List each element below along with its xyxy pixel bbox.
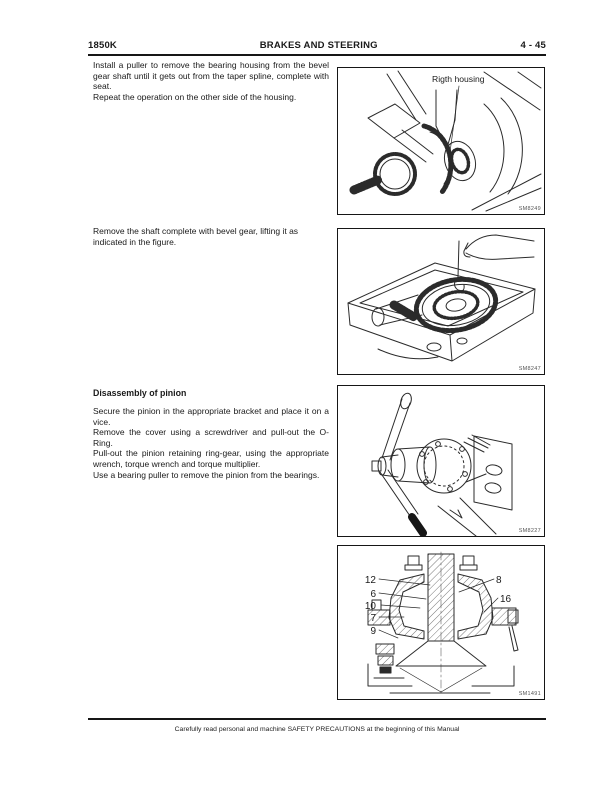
callout-number: 6 — [370, 589, 376, 600]
step-1-paragraph — [93, 60, 329, 102]
body-text: Remove the shaft complete with bevel gear, lifting it as indicated in the figure. — [93, 226, 299, 247]
body-text: Secure the pinion in the appropriate bracket and place it on a vice. — [93, 406, 329, 427]
figure-illustration — [338, 546, 544, 699]
figure-code: SM8249 — [518, 205, 541, 212]
callout-number: 8 — [496, 575, 502, 586]
figure-pinion-wrench — [337, 385, 545, 537]
figure-illustration — [338, 386, 544, 536]
body-text: Use a bearing puller to remove the pinion from the bearings. — [93, 469, 320, 480]
safety-notice: Carefully read personal and machine SAFETY PRECAUTIONS at the beginning of this Manual — [174, 726, 460, 733]
figure-illustration — [338, 229, 544, 374]
page-footer — [88, 718, 546, 733]
page-header — [88, 40, 546, 56]
section-heading: Disassembly of pinion — [93, 388, 187, 398]
figure-code: SM1491 — [518, 690, 541, 697]
callout-number: 16 — [500, 594, 512, 605]
figure-code: SM8247 — [518, 365, 541, 372]
body-text: Install a puller to remove the bearing housing from the bevel gear shaft until it gets out from the taper spline, complete with seat. — [93, 60, 329, 92]
body-text: Repeat the operation on the other side of the housing. — [93, 91, 297, 102]
body-text: Pull-out the pinion retaining ring-gear, using the appropriate wrench, torque wrench and torque multiplier. — [93, 448, 329, 469]
step-3-paragraph — [93, 406, 329, 480]
figure-bearing-housing-puller — [337, 67, 545, 215]
figure-pinion-cross-section — [337, 545, 545, 700]
figure-illustration — [338, 68, 544, 214]
figure-bevel-gear-lifting — [337, 228, 545, 375]
callout-number: 9 — [370, 626, 376, 637]
header-section-title: BRAKES AND STEERING — [259, 40, 378, 51]
figure-callout-label: Rigth housing — [432, 74, 485, 84]
step-2-paragraph — [93, 226, 329, 247]
callout-number: 10 — [364, 601, 376, 612]
figure-code: SM8227 — [518, 527, 541, 534]
body-text: Remove the cover using a screwdriver and pull-out the O-Ring. — [93, 427, 329, 448]
callout-number: 12 — [364, 575, 376, 586]
header-page-number: 4 - 45 — [520, 40, 546, 51]
header-model: 1850K — [88, 40, 117, 51]
callout-number: 7 — [370, 613, 376, 624]
